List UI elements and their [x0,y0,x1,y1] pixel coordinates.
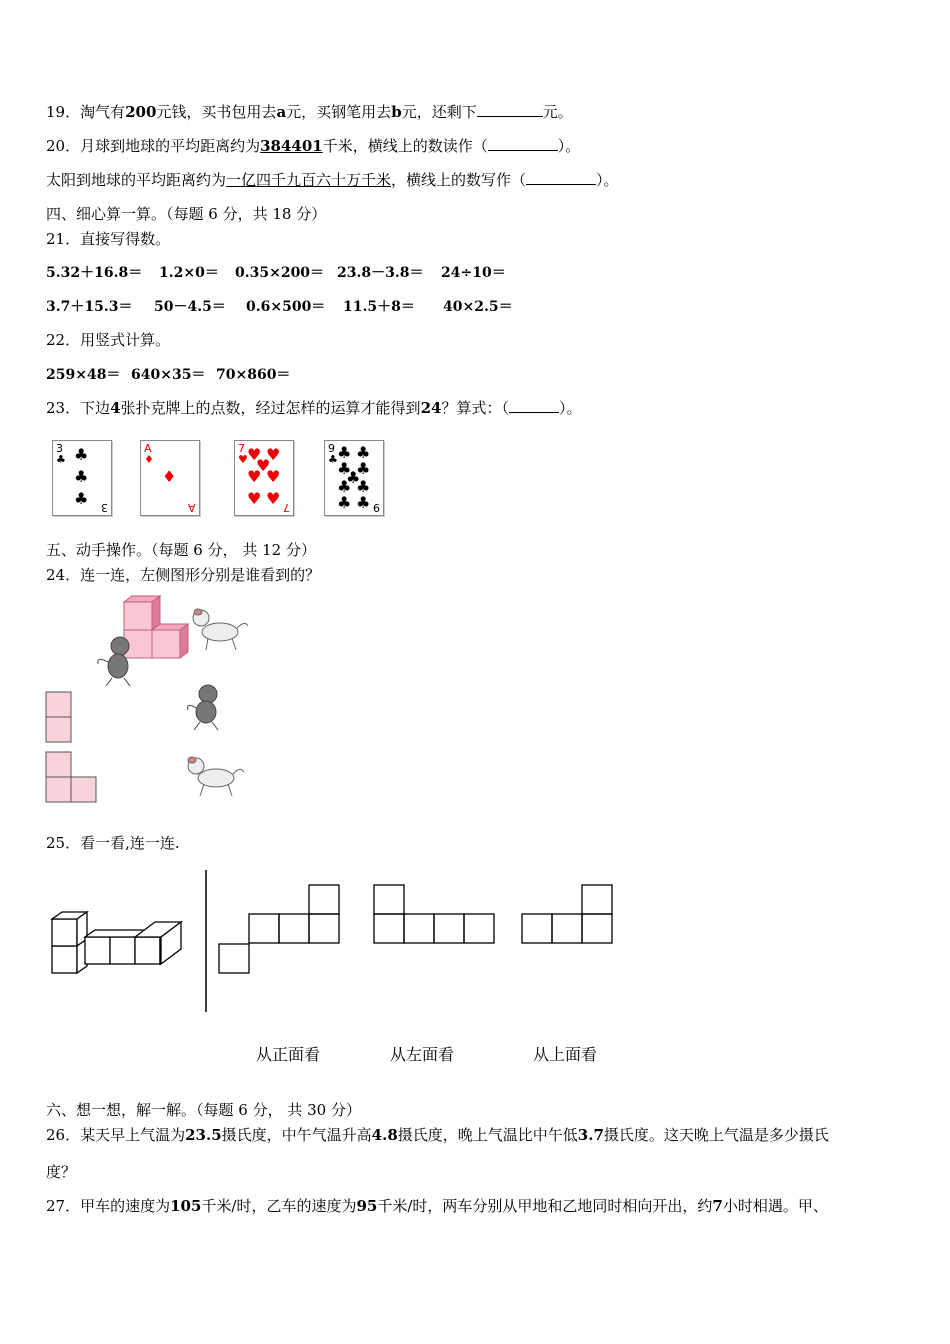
dog-icon [193,609,248,650]
view-shape-front [219,885,339,973]
caption-left-view: 从左面看 [390,1045,455,1064]
calc-row-1 [46,262,506,283]
view-shape-top [522,885,612,943]
club-icon: ♣ [356,493,371,512]
heart-icon: ♥ [266,445,281,464]
heart-icon: ♥ [266,467,281,486]
calc-item: 24÷10＝ [441,265,506,281]
pink-cube-stack [124,596,188,658]
question-25: 25．看一看,连一连. [46,834,180,852]
q24-figure [40,590,260,810]
question-24: 24．连一连，左侧图形分别是谁看到的？ [46,566,321,584]
question-26-cont: 度？ [46,1163,77,1181]
answer-blank[interactable] [488,136,558,151]
section-4-title: 四、细心算一算。（每题 6 分，共 18 分） [46,205,327,223]
club-icon: ♣ [337,477,352,496]
view-shape-1 [46,692,71,742]
view-shape-left [374,885,494,943]
calc-item: 70×860＝ [216,367,291,383]
section-6-title: 六、想一想，解一解。（每题 6 分， 共 30 分） [46,1101,361,1119]
heart-icon: ♥ [266,489,281,508]
question-20-part2: 太阳到地球的平均距离约为一亿四千九百六十万千米，横线上的数写作（ ）。 [46,171,619,189]
playing-card-7-hearts: 7 ♥ ♥ ♥ ♥ ♥ ♥ ♥ ♥ 7 [234,440,294,516]
question-22-title: 22．用竖式计算。 [46,331,171,349]
calc-item: 0.35×200＝ [235,265,325,281]
playing-card-3-clubs: 3 ♣ ♣ ♣ ♣ 3 [52,440,112,516]
calc-item: 5.32＋16.8＝ [46,265,143,281]
calc-item: 50－4.5＝ [154,299,226,315]
monkey-icon [98,637,130,686]
club-icon: ♣ [74,489,89,508]
playing-card-9-clubs: 9 ♣ ♣ ♣ ♣ ♣ ♣ ♣ ♣ ♣ ♣ 9 [324,440,384,516]
monkey-icon [188,685,218,730]
playing-card-ace-diamonds: A ♦ ♦ A [140,440,200,516]
caption-top-view: 从上面看 [533,1045,598,1064]
question-27: 27．甲车的速度为105千米/时，乙车的速度为95千米/时，两车分别从甲地和乙地同时相向开出，约7小时相遇。甲、 [46,1197,828,1215]
club-icon: ♣ [337,493,352,512]
question-23: 23．下边4张扑克牌上的点数，经过怎样的运算才能得到24？算式：（ ）。 [46,399,582,417]
club-icon: ♣ [346,468,361,487]
section-5-title: 五、动手操作。（每题 6 分， 共 12 分） [46,541,316,559]
3d-cube-arrangement [52,912,181,973]
club-icon: ♣ [337,459,352,478]
club-icon: ♣ [337,443,352,462]
club-icon: ♣ [356,443,371,462]
calc-item: 259×48＝ [46,367,121,383]
answer-blank[interactable] [477,102,543,117]
calc-item: 3.7＋15.3＝ [46,299,133,315]
calc-item: 23.8－3.8＝ [337,265,424,281]
heart-icon: ♥ [247,489,262,508]
club-icon: ♣ [74,445,89,464]
club-icon: ♣ [74,467,89,486]
answer-blank[interactable] [526,170,596,185]
answer-blank[interactable] [509,398,559,413]
calc-item: 40×2.5＝ [443,299,513,315]
question-20: 20．月球到地球的平均距离约为384401千米，横线上的数读作（ ）。 [46,137,581,155]
view-shape-2 [46,752,96,802]
dog-icon [188,757,244,796]
question-19: 19．淘气有200元钱，买书包用去a元，买钢笔用去b元，还剩下 元。 [46,103,573,121]
heart-icon: ♥ [256,456,271,475]
question-26: 26．某天早上气温为23.5摄氏度，中午气温升高4.8摄氏度，晚上气温比中午低3.7摄氏度。这天晚上气温是多少摄氏 [46,1126,829,1144]
club-icon: ♣ [356,459,371,478]
diamond-icon: ♦ [162,467,177,486]
calc-item: 11.5＋8＝ [343,299,415,315]
heart-icon: ♥ [247,445,262,464]
calc-row-2 [46,296,513,317]
calc-item: 1.2×0＝ [159,265,219,281]
calc-item: 640×35＝ [131,367,206,383]
caption-front-view: 从正面看 [256,1045,321,1064]
calc-item: 0.6×500＝ [246,299,326,315]
question-21-title: 21．直接写得数。 [46,230,171,248]
calc-row-3 [46,364,290,385]
club-icon: ♣ [356,477,371,496]
q25-figure [40,866,630,1016]
heart-icon: ♥ [247,467,262,486]
